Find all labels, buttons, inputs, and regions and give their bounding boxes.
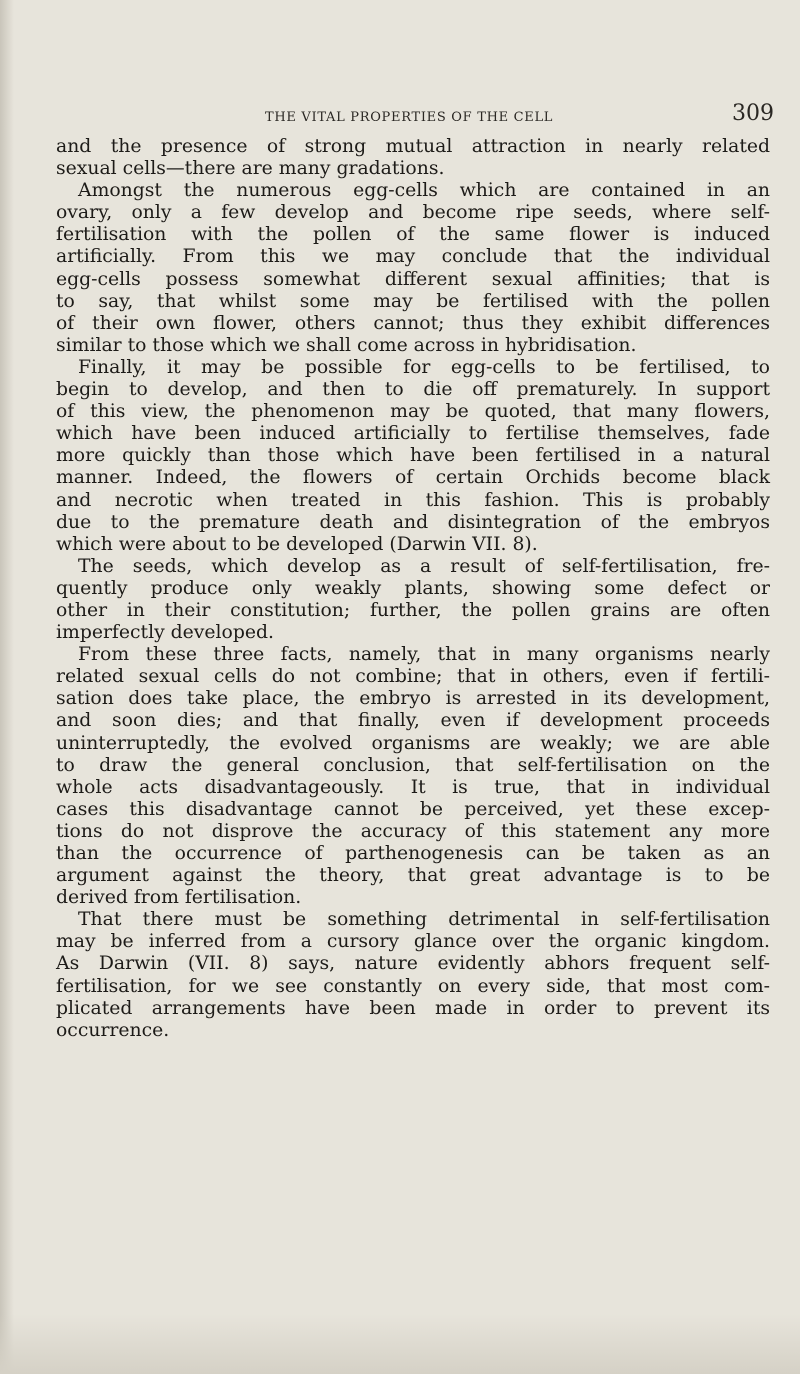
page-bottom-shadow (0, 1314, 800, 1374)
text-line: fertilisation with the pollen of the same flower is induced (56, 224, 770, 246)
paragraph-start-line: From these three facts, namely, that in many organisms nearly (78, 644, 770, 666)
text-line: to draw the general conclusion, that self-fertilisation on the (56, 754, 770, 776)
paragraph-start-line: That there must be something detrimental in self-fertilisation (78, 909, 770, 931)
text-line: than the occurrence of parthenogenesis can be taken as an (56, 843, 770, 864)
text-line: derived from fertilisation. (56, 887, 302, 909)
text-line: which were about to be developed (Darwin VII. 8). (56, 533, 538, 555)
text-line: which have been induced artificially to fertilise themselves, fade (56, 423, 770, 445)
text-line: sexual cells—there are many gradations. (56, 158, 445, 180)
text-line: cases this disadvantage cannot be perceived, yet these excep- (56, 798, 770, 820)
text-line: similar to those which we shall come across in hybridisation. (56, 334, 637, 356)
text-line: imperfectly developed. (56, 622, 274, 644)
text-line: egg-cells possess somewhat different sexual affinities; that is (56, 268, 770, 290)
text-line: plicated arrangements have been made in order to prevent its (56, 997, 770, 1019)
text-line: ovary, only a few develop and become ripe seeds, where self- (56, 202, 770, 224)
text-line: sation does take place, the embryo is arrested in its development, (56, 688, 770, 710)
text-line: to say, that whilst some may be fertilised with the pollen (56, 290, 770, 312)
text-line: artificially. From this we may conclude that the individual (56, 246, 770, 268)
text-line: whole acts disadvantageously. It is true, that in individual (56, 776, 770, 798)
text-line: other in their constitution; further, the pollen grains are often (56, 599, 770, 621)
text-line: and soon dies; and that finally, even if development proceeds (56, 710, 770, 732)
paragraph-start-line: The seeds, which develop as a result of self-fertilisation, fre- (78, 555, 770, 577)
text-line: and the presence of strong mutual attraction in nearly related (56, 136, 770, 157)
text-line: of their own flower, others cannot; thus they exhibit differences (56, 312, 770, 334)
text-line: occurrence. (56, 1019, 170, 1041)
text-line: may be inferred from a cursory glance over the organic kingdom. (56, 931, 770, 953)
text-line: more quickly than those which have been fertilised in a natural (56, 445, 770, 467)
paragraph-start-line: Amongst the numerous egg-cells which are contained in an (78, 180, 770, 202)
paragraph-start-line: Finally, it may be possible for egg-cells to be fertilised, to (78, 356, 770, 378)
body-text (56, 136, 770, 1042)
page-edge-shadow (0, 0, 14, 1374)
text-line: of this view, the phenomenon may be quoted, that many flowers, (56, 401, 770, 423)
text-line: As Darwin (VII. 8) says, nature evidently abhors frequent self- (56, 953, 770, 975)
text-line: uninterruptedly, the evolved organisms are weakly; we are able (56, 732, 770, 754)
text-line: begin to develop, and then to die off prematurely. In support (56, 379, 770, 401)
page-number: 309 (732, 101, 774, 126)
text-line: fertilisation, for we see constantly on every side, that most com- (56, 975, 770, 997)
running-head: THE VITAL PROPERTIES OF THE CELL (265, 110, 554, 125)
text-line: related sexual cells do not combine; that in others, even if fertili- (56, 666, 770, 688)
text-line: and necrotic when treated in this fashion. This is probably (56, 489, 770, 511)
text-line: tions do not disprove the accuracy of this statement any more (56, 820, 770, 842)
text-line: quently produce only weakly plants, showing some defect or (56, 577, 770, 599)
text-line: argument against the theory, that great advantage is to be (56, 865, 770, 887)
text-line: due to the premature death and disintegration of the embryos (56, 511, 770, 533)
text-line: manner. Indeed, the flowers of certain Orchids become black (56, 467, 770, 489)
